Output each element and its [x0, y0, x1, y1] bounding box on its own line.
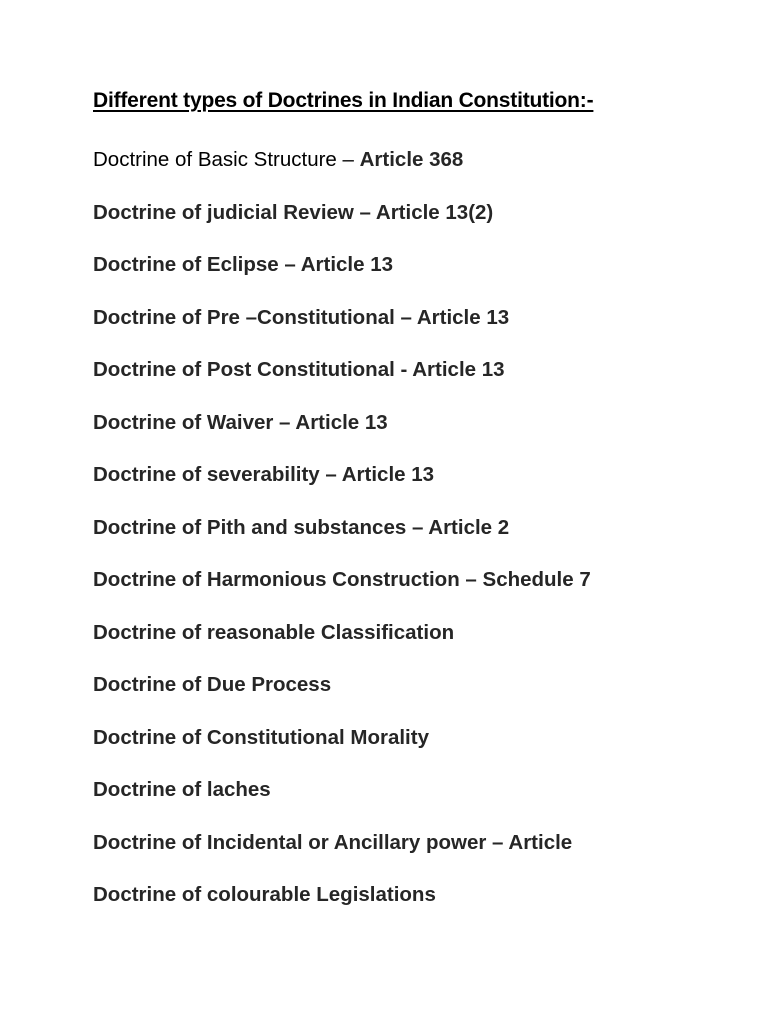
- list-item: Doctrine of severability – Article 13: [93, 463, 435, 486]
- list-item: Doctrine of Post Constitutional - Article 13: [93, 358, 505, 381]
- list-item: Doctrine of Harmonious Construction – Schedule 7: [93, 568, 591, 591]
- item-text: Doctrine of Basic Structure –: [93, 148, 360, 171]
- list-item: Doctrine of Eclipse – Article 13: [93, 253, 394, 276]
- list-item: Doctrine of laches: [93, 778, 271, 801]
- list-item: Doctrine of reasonable Classification: [93, 620, 455, 644]
- list-item: Doctrine of Waiver – Article 13: [93, 410, 388, 434]
- list-item: Doctrine of Incidental or Ancillary power – Article: [93, 830, 573, 854]
- doctrine-list: [93, 146, 591, 934]
- page-title: Different types of Doctrines in Indian Constitution:-: [93, 89, 594, 112]
- list-item: Doctrine of Pith and substances – Article 2: [93, 515, 510, 539]
- list-item: Doctrine of colourable Legislations: [93, 883, 436, 906]
- list-item: Doctrine of judicial Review – Article 13(2): [93, 200, 494, 224]
- list-item: Doctrine of Constitutional Morality: [93, 725, 429, 749]
- list-item: [93, 146, 591, 199]
- list-item: Doctrine of Pre –Constitutional – Article 13: [93, 305, 510, 329]
- list-item: Doctrine of Due Process: [93, 673, 332, 696]
- item-article: Article 368: [359, 148, 464, 171]
